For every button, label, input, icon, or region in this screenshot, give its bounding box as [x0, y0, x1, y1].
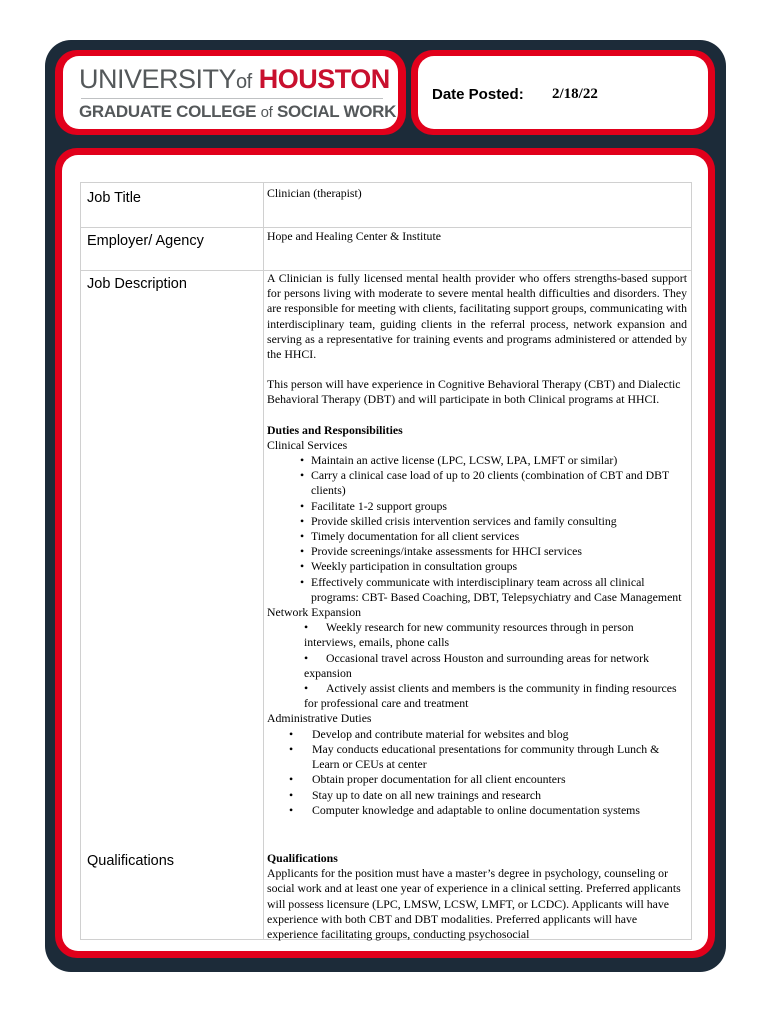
list-item: • Actively assist clients and members is the community in finding resources for professional care and treatment [267, 681, 687, 711]
row-employer [81, 227, 691, 271]
qualifications-heading: Qualifications [267, 851, 338, 865]
content-panel [62, 155, 708, 951]
list-item: • Effectively communicate with interdisciplinary team across all clinical programs: CBT- Based Coaching, DBT, Telepsychiatry and Case Management [267, 575, 687, 605]
list-item: • Carry a clinical case load of up to 20 clients (combination of CBT and DBT clients) [267, 468, 687, 498]
list-item: • Obtain proper documentation for all client encounters [267, 772, 687, 787]
experience-paragraph: This person will have experience in Cognitive Behavioral Therapy (CBT) and Dialectic Behavioral Therapy (DBT) and will participate in both Clinical programs at HHCI. [267, 377, 681, 407]
list-item: • Provide screenings/intake assessments for HHCI services [267, 544, 687, 559]
row-qualifications [81, 850, 691, 940]
job-title-value: Clinician (therapist) [267, 186, 362, 200]
logo-university: UNIVERSITY [79, 64, 237, 94]
row-job-title [81, 183, 691, 228]
list-item: • Weekly participation in consultation groups [267, 559, 687, 574]
date-posted-label: Date Posted: [432, 86, 524, 103]
job-title-label: Job Title [87, 190, 141, 206]
job-description-value [267, 271, 687, 818]
list-item: • Timely documentation for all client services [267, 529, 687, 544]
date-panel [411, 50, 715, 135]
logo-college-of: of [260, 104, 273, 121]
clinical-services-list [267, 453, 687, 605]
employer-value: Hope and Healing Center & Institute [267, 229, 441, 243]
college-name [79, 102, 396, 122]
logo-panel [55, 50, 406, 135]
logo-houston: HOUSTON [258, 64, 390, 94]
university-logo [79, 64, 390, 95]
logo-social-work: SOCIAL WORK [276, 102, 397, 121]
list-item: • Computer knowledge and adaptable to online documentation systems [267, 803, 687, 818]
date-posted-value: 2/18/22 [552, 86, 598, 102]
job-description-label: Job Description [87, 276, 187, 292]
duties-heading: Duties and Responsibilities [267, 422, 403, 437]
list-item: • Stay up to date on all new trainings and research [267, 788, 687, 803]
logo-of: of [236, 71, 252, 93]
logo-divider [81, 98, 383, 99]
list-item: • Weekly research for new community resources through in person interviews, emails, phone calls [267, 620, 687, 650]
list-item: • Facilitate 1-2 support groups [267, 499, 687, 514]
description-paragraph: A Clinician is fully licensed mental health provider who offers strengths-based support for persons living with moderate to severe mental health difficulties and disorders. They are responsible for meeting with clients, facilitating support groups, communicating with interdisciplinary team, guiding clients in the referral process, network expansion and serving as a representative for training events and programs administered or attended by the HHCI. [267, 271, 688, 362]
logo-college: GRADUATE COLLEGE [79, 102, 257, 121]
qualifications-value [267, 851, 687, 942]
clinical-services-heading: Clinical Services [267, 437, 348, 452]
job-details-table [80, 182, 692, 940]
qualifications-label: Qualifications [87, 853, 175, 869]
network-expansion-list [267, 620, 687, 711]
administrative-duties-heading: Administrative Duties [267, 711, 372, 726]
list-item: • Provide skilled crisis intervention services and family consulting [267, 514, 687, 529]
list-item: • May conducts educational presentations for community through Lunch & Learn or CEUs at center [267, 742, 687, 772]
list-item: • Occasional travel across Houston and surrounding areas for network expansion [267, 651, 687, 681]
row-job-description [81, 270, 691, 856]
employer-label: Employer/ Agency [87, 233, 204, 249]
list-item: • Maintain an active license (LPC, LCSW, LPA, LMFT or similar) [267, 453, 687, 468]
qualifications-text: Applicants for the position must have a master’s degree in psychology, counseling or social work and at least one year of experience in a clinical setting. Preferred applicants will possess licensure (LPC, LMSW, LCSW, LMFT, or LCDC). Applicants will have experience with both CBT and DBT modalities. Preferred applicants will have experience facilitating groups, conducting psychosocial [267, 866, 681, 942]
network-expansion-heading: Network Expansion [267, 605, 362, 620]
administrative-duties-list [267, 727, 687, 818]
list-item: • Develop and contribute material for websites and blog [267, 727, 687, 742]
